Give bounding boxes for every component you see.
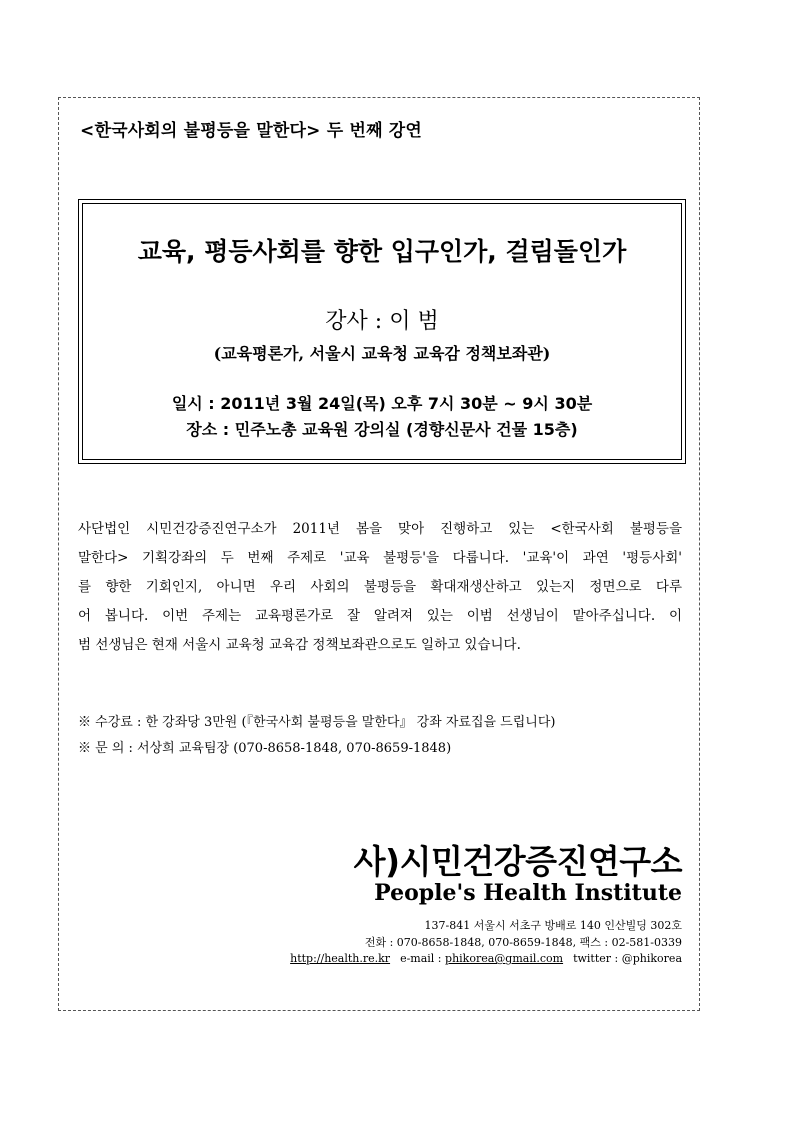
lecture-date: 일시 : 2011년 3월 24일(목) 오후 7시 30분 ~ 9시 30분 bbox=[171, 394, 593, 413]
org-logo-korean: 사)시민건강증진연구소 bbox=[353, 842, 682, 881]
email-label: e-mail : bbox=[400, 952, 442, 965]
org-web-line bbox=[290, 952, 682, 965]
description-line: 말한다> 기획강좌의 두 번째 주제로 '교육 불평등'을 다룹니다. '교육'이 과연 '평등사회' bbox=[78, 550, 682, 566]
website-link[interactable]: http://health.re.kr bbox=[290, 952, 391, 965]
lecture-box bbox=[78, 199, 686, 464]
speaker-role: (교육평론가, 서울시 교육청 교육감 정책보좌관) bbox=[213, 344, 551, 363]
series-title: <한국사회의 불평등을 말한다> 두 번째 강연 bbox=[80, 121, 423, 141]
org-name-english: People's Health Institute bbox=[374, 880, 682, 906]
lecture-title: 교육, 평등사회를 향한 입구인가, 걸림돌인가 bbox=[137, 237, 627, 266]
description-paragraph bbox=[78, 515, 682, 660]
org-phone: 전화 : 070-8658-1848, 070-8659-1848, 팩스 : 02-581-0339 bbox=[364, 936, 682, 949]
lecture-box-inner bbox=[82, 203, 682, 460]
speaker: 강사 : 이 범 bbox=[325, 309, 439, 334]
org-address: 137-841 서울시 서초구 방배로 140 인산빌딩 302호 bbox=[424, 919, 682, 932]
fee-notice: ※ 수강료 : 한 강좌당 3만원 (『한국사회 불평등을 말한다』 강좌 자료집을 드립니다) bbox=[78, 715, 556, 730]
twitter-handle: twitter : @phikorea bbox=[573, 952, 682, 965]
email-link[interactable]: phikorea@gmail.com bbox=[445, 952, 564, 965]
contact-notice: ※ 문 의 : 서상희 교육팀장 (070-8658-1848, 070-8659-1848) bbox=[78, 741, 452, 756]
description-line: 사단법인 시민건강증진연구소가 2011년 봄을 맞아 진행하고 있는 <한국사회 불평등을 bbox=[78, 521, 682, 537]
description-line: 를 향한 기회인지, 아니면 우리 사회의 불평등을 확대재생산하고 있는지 정면으로 다루 bbox=[78, 579, 682, 595]
lecture-place: 장소 : 민주노총 교육원 강의실 (경향신문사 건물 15층) bbox=[186, 420, 578, 439]
description-line: 범 선생님은 현재 서울시 교육청 교육감 정책보좌관으로도 일하고 있습니다. bbox=[78, 637, 521, 653]
description-line: 어 봅니다. 이번 주제는 교육평론가로 잘 알려져 있는 이범 선생님이 맡아주십니다. 이 bbox=[78, 608, 682, 624]
